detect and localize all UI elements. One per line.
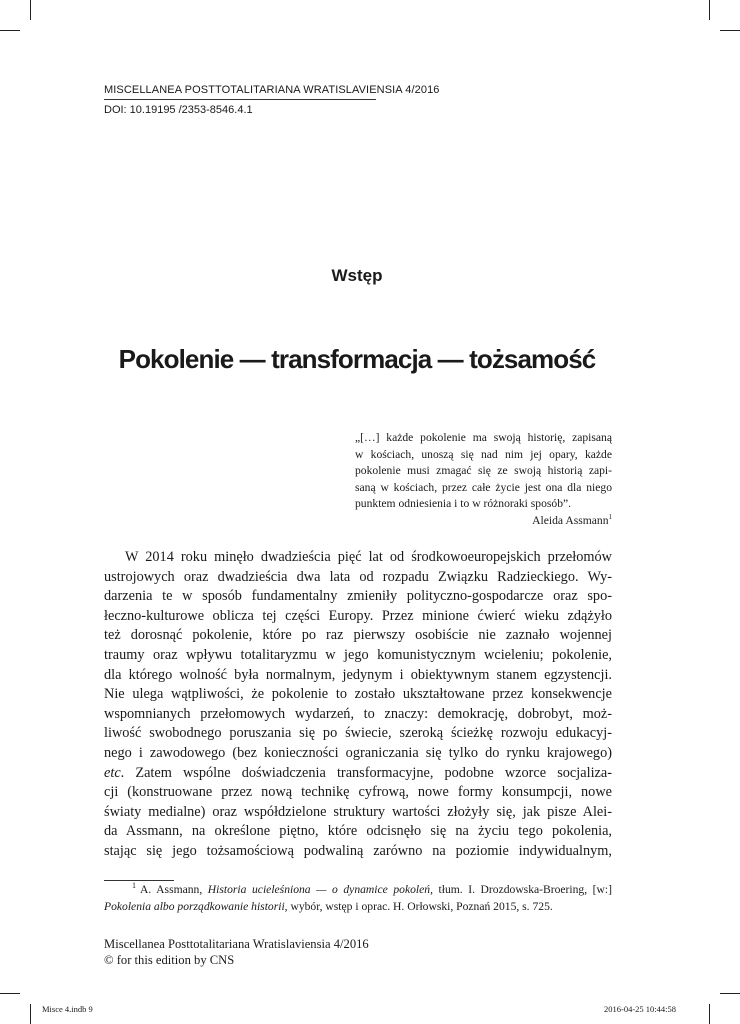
body-line: stając się jego tożsamościową podwaliną zarówno na poziomie indywidualnym, — [104, 842, 612, 859]
body-line: światy medialne) oraz współdzielone struktury wartości złożyły się, jak pisze Alei- — [104, 803, 612, 820]
footnote-text: , tłum. I. Drozdowska-Broering, [w:] — [430, 883, 612, 896]
slug-timestamp: 2016-04-25 10:44:58 — [604, 1004, 677, 1014]
footnote — [104, 882, 612, 915]
epigraph — [355, 430, 612, 529]
epigraph-line: „[…] każde pokolenie ma swoją historię, zapisaną — [355, 431, 612, 444]
body-line: wspomnianych przełomowych wydarzeń, to znaczy: demokrację, dobrobyt, moż- — [104, 705, 612, 722]
article-title: Pokolenie — transformacja — tożsamość — [118, 344, 596, 374]
footnote-line — [104, 899, 612, 916]
crop-mark — [30, 0, 31, 20]
footnote-number: 1 — [132, 881, 136, 891]
footnote-rule — [104, 880, 174, 881]
crop-mark — [30, 1004, 31, 1024]
body-italic: etc — [104, 764, 121, 781]
copyright-notice: © for this edition by CNS — [104, 952, 235, 967]
journal-header: MISCELLANEA POSTTOTALITARIANA WRATISLAVIENSIA 4/2016 — [104, 84, 440, 96]
body-line: traumy oraz wpływu totalitaryzmu w jego komunistycznym wcieleniu; pokolenie, — [104, 646, 612, 663]
copyright-block — [104, 937, 369, 968]
crop-mark — [0, 993, 20, 994]
body-line: Nie ulega wątpliwości, że pokolenie to zostało ukształtowane przez konsekwencje — [104, 686, 612, 703]
footnote-text: A. Assmann, — [140, 883, 208, 896]
footnote-italic: Historia ucieleśniona — o dynamice pokoleń — [207, 883, 431, 896]
header-rule — [104, 99, 376, 100]
section-label: Wstęp — [331, 266, 383, 285]
epigraph-line: saną w kościach, przez całe życie jest ona dla niego — [355, 480, 612, 494]
body-line: cji (konstruowane przez nową technikę cyfrową, nowe formy konsumpcji, nowe — [104, 784, 612, 801]
epigraph-line: punktem odniesienia i to w różnoraki sposób”. — [355, 497, 572, 510]
epigraph-line: pokolenie musi zmagać się ze swoją historią zapi- — [355, 464, 612, 477]
footnote-ref: 1 — [608, 512, 612, 521]
body-line: darzenia te w sposób fundamentalny zmieniły polityczno-gospodarcze oraz spo- — [104, 588, 612, 605]
footnote-text: , wybór, wstęp i oprac. H. Orłowski, Poznań 2015, s. 725. — [284, 899, 553, 913]
epigraph-author-line — [355, 513, 612, 530]
epigraph-line: w kościach, unoszą się nad nim jej opary, każde — [355, 447, 612, 461]
footnote-line — [104, 882, 612, 899]
body-line: ustrojowych oraz dwadzieścia dwa lata od rozpadu Związku Radzieckiego. Wy- — [104, 568, 612, 585]
doi-line: DOI: 10.19195 /2353-8546.4.1 — [104, 104, 253, 116]
body-line: łeczno-kulturowe oblicza tej części Europy. Przez minione ćwierć wieku zdążyło — [104, 607, 612, 624]
slug-file: Misce 4.indb 9 — [42, 1004, 93, 1014]
crop-mark — [709, 0, 710, 20]
body-line: liwość swobodnego poruszania się po świecie, szeroką ścieżkę rozwoju edukacyj- — [104, 725, 612, 742]
crop-mark — [0, 30, 20, 31]
copyright-journal: Miscellanea Posttotalitariana Wratislaviensia 4/2016 — [104, 937, 369, 951]
body-line: nego i zawodowego (bez konieczności ograniczania się tylko do rynku krajowego) — [104, 744, 612, 761]
crop-mark — [720, 30, 740, 31]
body-line: też dorosnąć pokolenie, które po raz pierwszy osobiście nie zaznało wojennej — [104, 627, 612, 644]
crop-mark — [720, 993, 740, 994]
body-paragraph — [104, 548, 612, 862]
body-line: da Assmann, na określone piętno, które odcisnęło się na życiu tego pokolenia, — [104, 823, 612, 840]
body-line — [104, 764, 612, 784]
footnote-italic: Pokolenia albo porządkowanie historii — [104, 899, 285, 913]
body-line-rest: . Zatem wspólne doświadczenia transformacyjne, podobne wzorce socjaliza- — [120, 764, 612, 781]
epigraph-author: Aleida Assmann — [532, 513, 609, 527]
crop-mark — [709, 1004, 710, 1024]
body-line: W 2014 roku minęło dwadzieścia pięć lat od środkowoeuropejskich przełomów — [125, 549, 612, 565]
body-line: dla którego wolność była normalnym, jedynym i obiektywnym stanem egzystencji. — [104, 666, 612, 683]
